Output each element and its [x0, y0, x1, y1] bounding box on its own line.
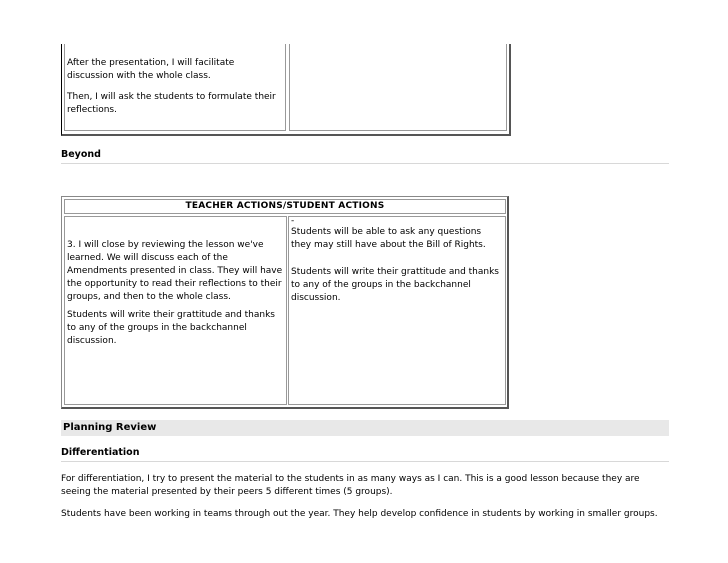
- student-questions-text: Students will be able to ask any questions they may still have about the Bill of Rights.: [291, 227, 486, 250]
- differentiation-heading: Differentiation: [61, 447, 140, 458]
- student-gratitude-text: Students will write their grattitude and thanks to any of the groups in the backchannel discussion.: [291, 267, 499, 303]
- lesson-table-continuation: [61, 44, 511, 136]
- teacher-student-actions-table: [61, 196, 509, 409]
- student-actions-cell: [288, 216, 506, 405]
- closing-review-text: 3. I will close by reviewing the lesson we've learned. We will discuss each of the Amendments presented in class. They will have the opportunity to read their reflections to their groups, and then to the whole class.: [67, 240, 283, 302]
- teamwork-paragraph: Students have been working in teams through out the year. They help develop confidence in students by working in smaller groups.: [61, 509, 658, 519]
- differentiation-paragraph: For differentiation, I try to present the material to the students in as many ways as I can. This is a good lesson because they are seeing the material presented by their peers 5 different times (5 groups).: [61, 474, 640, 497]
- teacher-gratitude-text: Students will write their grattitude and thanks to any of the groups in the backchannel discussion.: [67, 310, 275, 346]
- beyond-heading: Beyond: [61, 149, 101, 160]
- facilitate-discussion-text: After the presentation, I will facilitate discussion with the whole class.: [67, 58, 235, 81]
- student-actions-cell: [289, 44, 507, 131]
- beyond-divider: [61, 163, 669, 164]
- teacher-actions-cell: [64, 216, 287, 405]
- actions-table-header: TEACHER ACTIONS/STUDENT ACTIONS: [64, 199, 506, 214]
- teacher-actions-cell: [64, 44, 286, 131]
- differentiation-body: [61, 473, 671, 521]
- student-marker: -: [291, 216, 295, 226]
- formulate-reflections-text: Then, I will ask the students to formulate their reflections.: [67, 92, 276, 115]
- differentiation-divider: [61, 461, 669, 462]
- planning-review-heading: Planning Review: [61, 420, 669, 436]
